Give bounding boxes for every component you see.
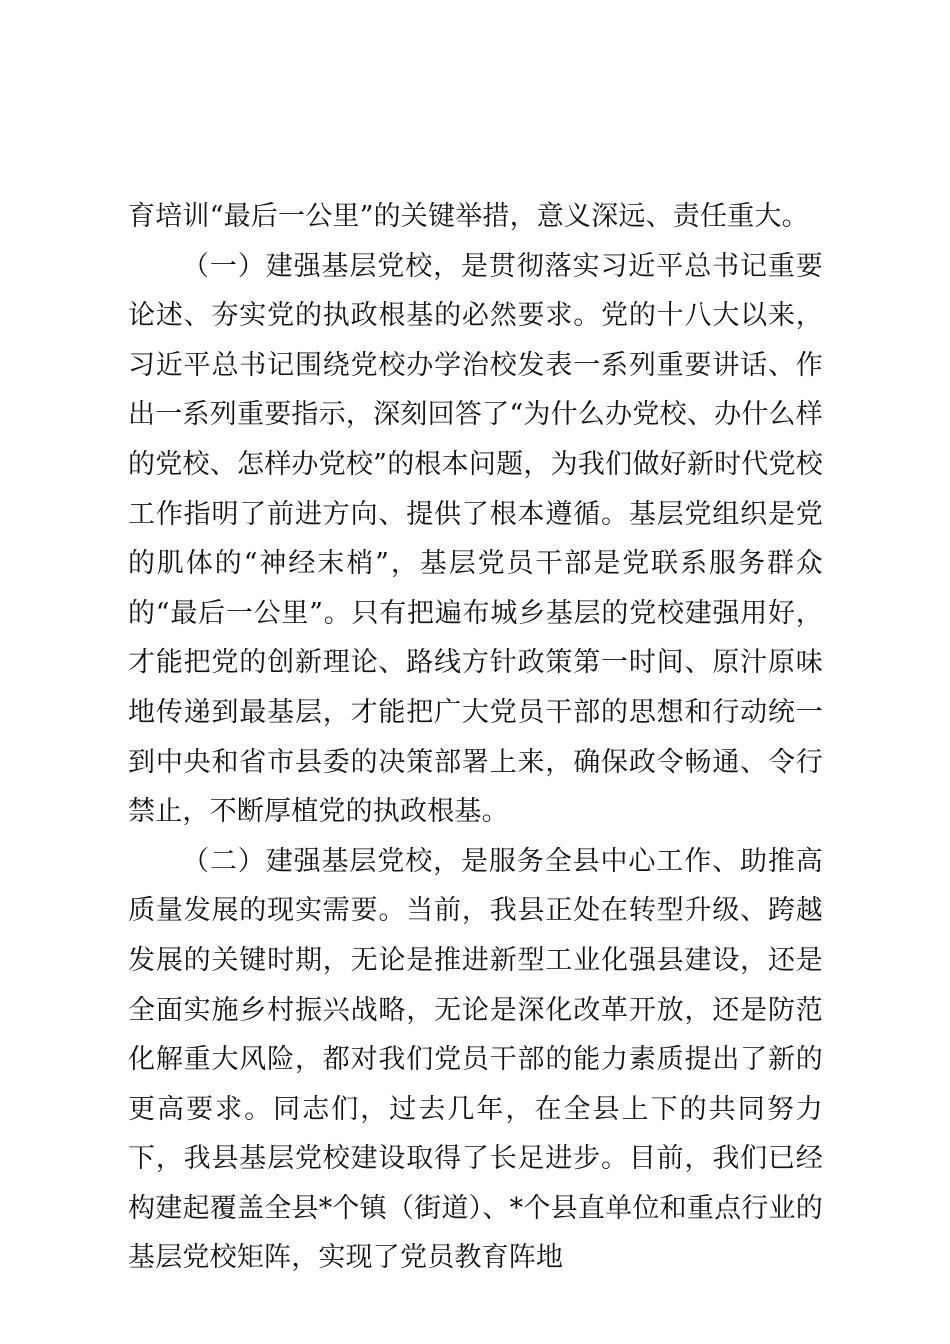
paragraph-continuation: 育培训“最后一公里”的关键举措，意义深远、责任重大。	[128, 201, 809, 232]
paragraph-section-two: （二）建强基层党校，是服务全县中心工作、助推高质量发展的现实需要。当前，我县正处在转型升级、跨越发展的关键时期，无论是推进新型工业化强县建设，还是全面实施乡村振兴战略，无论是深化改革开放，还是防范化解重大风险，都对我们党员干部的能力素质提出了新的更高要求。同志们，过去几年，在全县上下的共同努力下，我县基层党校建设取得了长足进步。目前，我们已经构建起覆盖全县*个镇（街道）、*个县直单位和重点行业的基层党校矩阵，实现了党员教育阵地	[128, 845, 823, 1274]
paragraph-section-one: （一）建强基层党校，是贯彻落实习近平总书记重要论述、夯实党的执政根基的必然要求。党的十八大以来，习近平总书记围绕党校办学治校发表一系列重要讲话、作出一系列重要指示，深刻回答了“为什么办党校、办什么样的党校、怎样办党校”的根本问题，为我们做好新时代党校工作指明了前进方向、提供了根本遵循。基层党组织是党的肌体的“神经末梢”，基层党员干部是党联系服务群众的“最后一公里”。只有把遍布城乡基层的党校建强用好，才能把党的创新理论、路线方针政策第一时间、原汁原味地传递到最基层，才能把广大党员干部的思想和行动统一到中央和省市县委的决策部署上来，确保政令畅通、令行禁止，不断厚植党的执政根基。	[128, 250, 823, 828]
document-body	[128, 192, 823, 1283]
